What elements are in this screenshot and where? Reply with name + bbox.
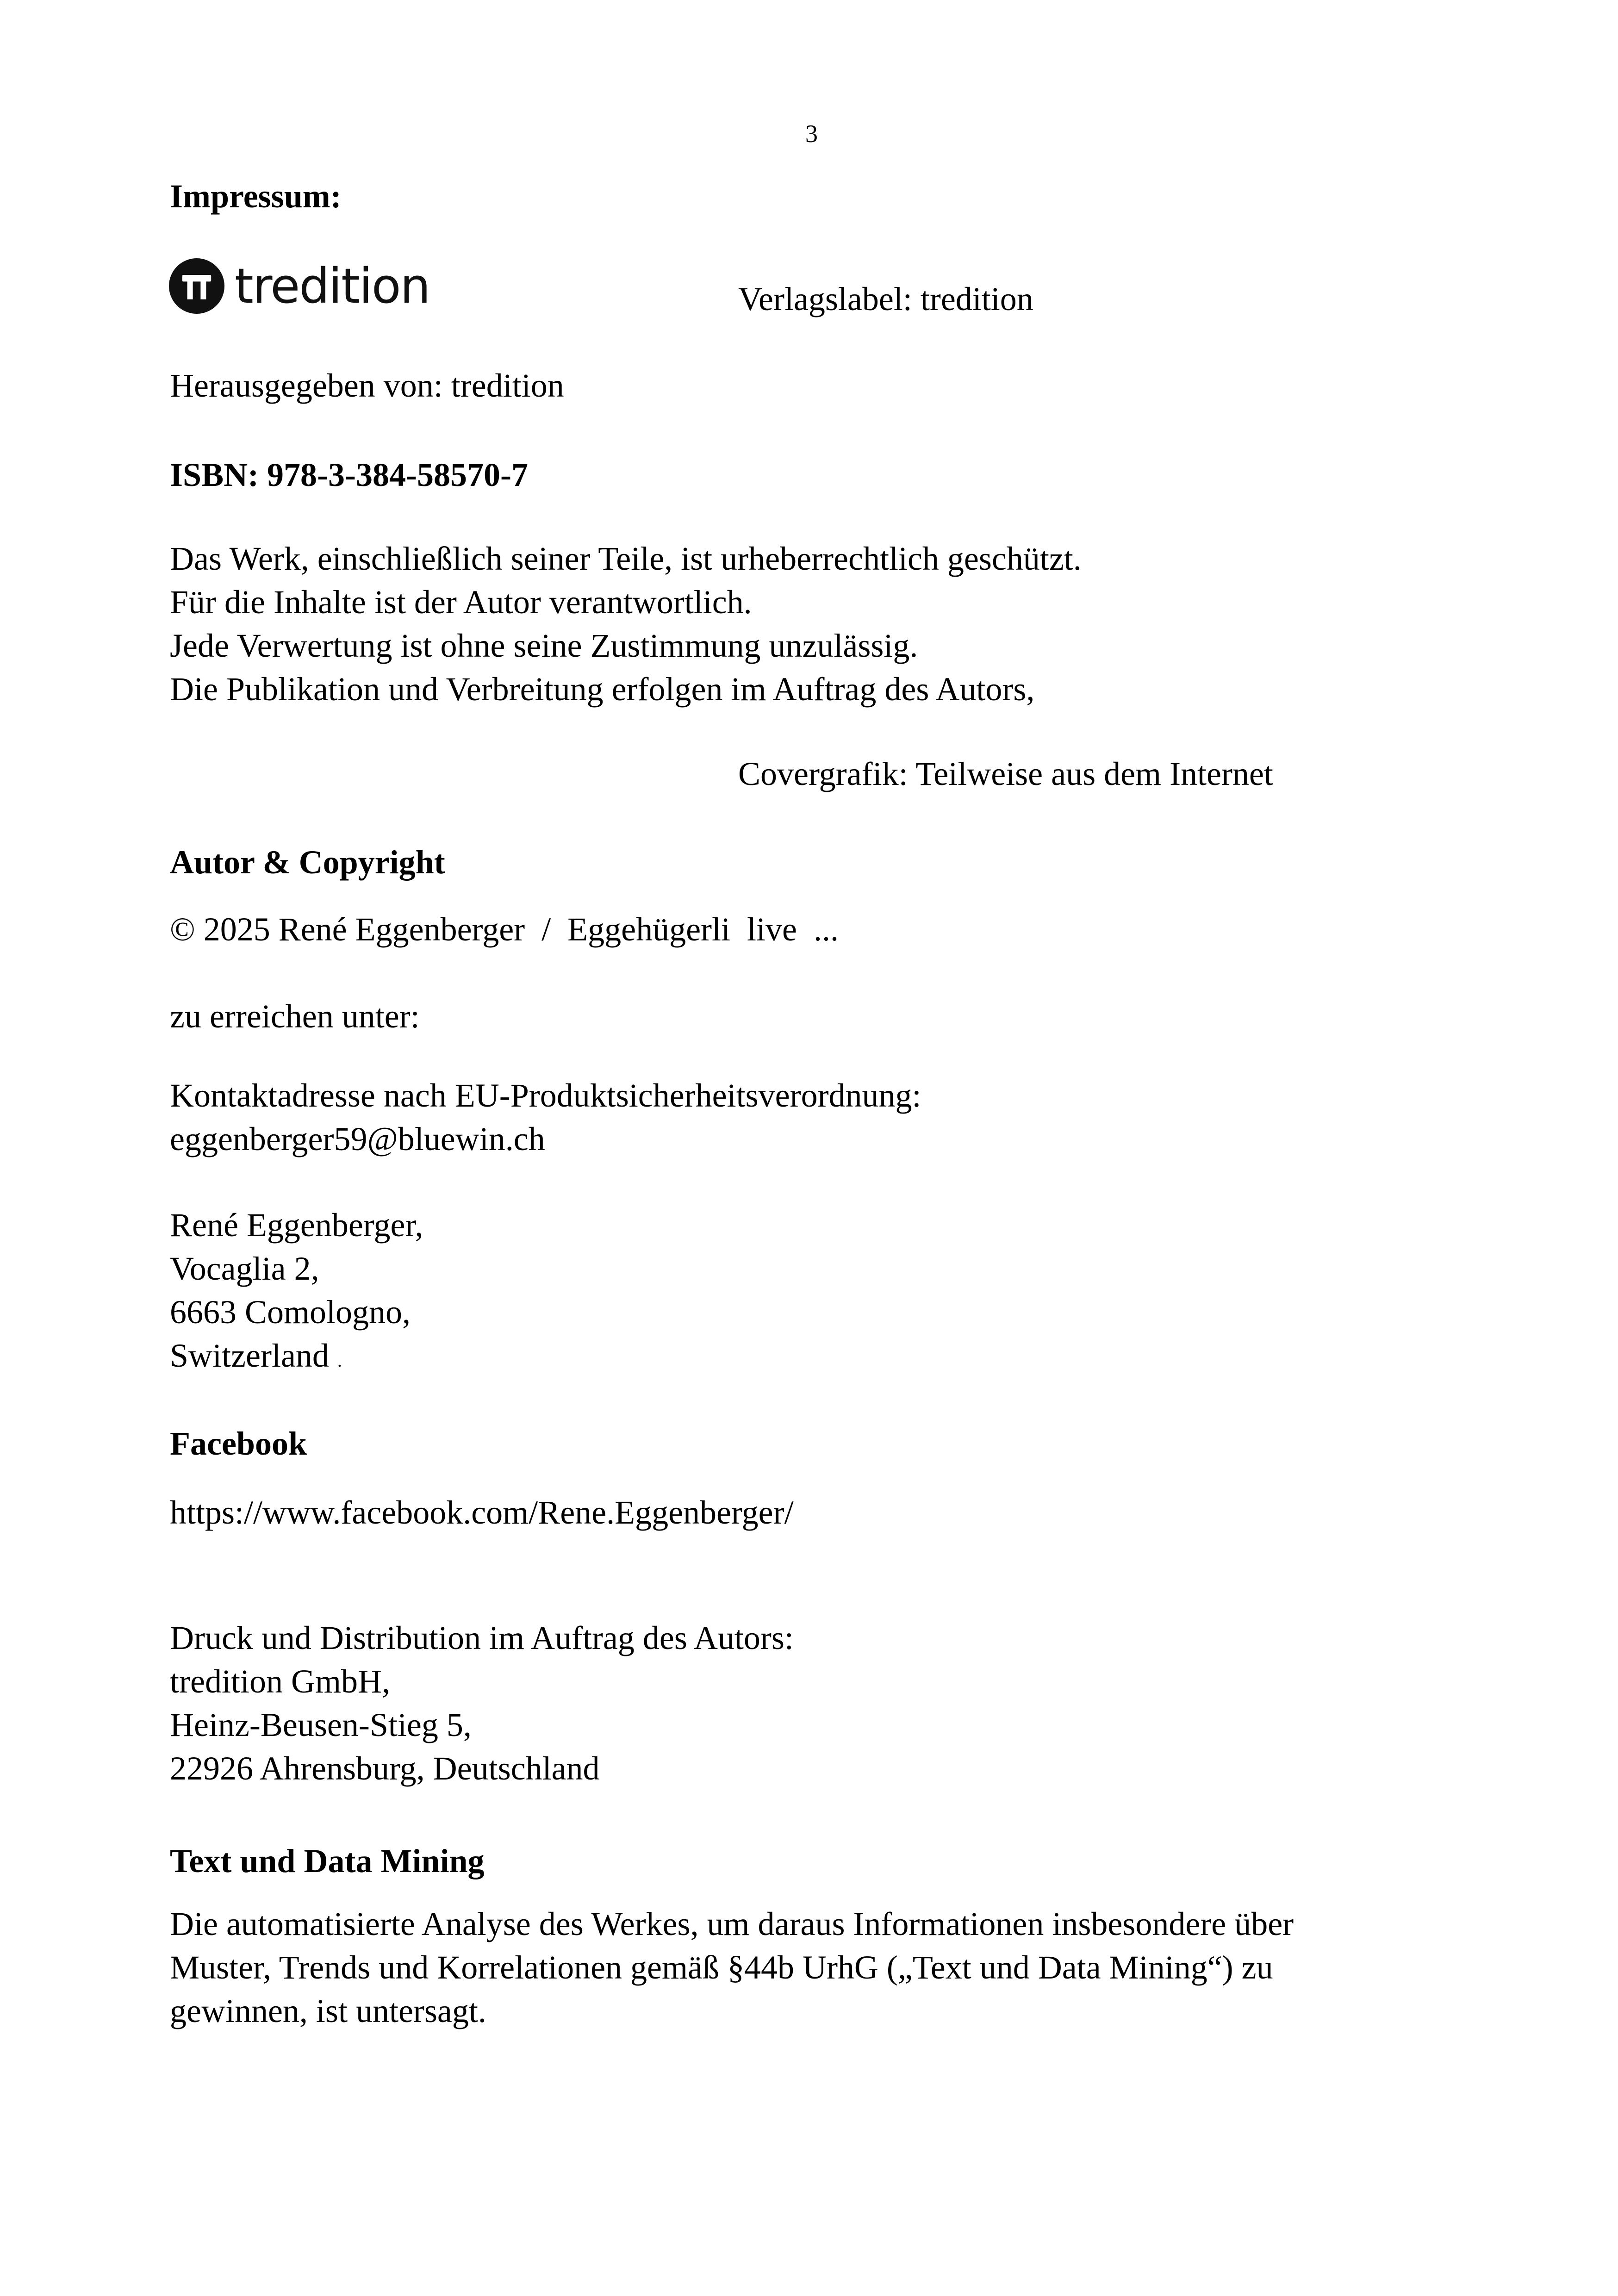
facebook-heading: Facebook bbox=[170, 1425, 307, 1462]
herausgegeben-line: Herausgegeben von: tredition bbox=[170, 367, 564, 404]
legal-notice bbox=[170, 537, 1082, 711]
legal-line: Für die Inhalte ist der Autor verantwortlich. bbox=[170, 584, 752, 621]
verlagslabel: Verlagslabel: tredition bbox=[738, 280, 1033, 317]
address-line: Vocaglia 2, bbox=[170, 1250, 319, 1287]
impressum-heading: Impressum: bbox=[170, 178, 342, 215]
address-block bbox=[170, 1203, 423, 1382]
address-line: René Eggenberger, bbox=[170, 1207, 423, 1244]
legal-line: Die Publikation und Verbreitung erfolgen im Auftrag des Autors, bbox=[170, 671, 1035, 708]
tdm-line: Die automatisierte Analyse des Werkes, um daraus Informationen insbesondere über bbox=[170, 1905, 1294, 1942]
druck-line: tredition GmbH, bbox=[170, 1663, 390, 1700]
druck-line: Heinz-Beusen-Stieg 5, bbox=[170, 1706, 472, 1743]
facebook-link[interactable]: https://www.facebook.com/Rene.Eggenberger/ bbox=[170, 1494, 794, 1531]
legal-line: Das Werk, einschließlich seiner Teile, ist urheberrechtlich geschützt. bbox=[170, 540, 1082, 577]
legal-line: Jede Verwertung ist ohne seine Zustimmung unzulässig. bbox=[170, 627, 918, 664]
author-heading: Autor & Copyright bbox=[170, 844, 445, 881]
contact-email[interactable]: eggenberger59@bluewin.ch bbox=[170, 1120, 545, 1157]
copyright-line: © 2025 René Eggenberger / Eggehügerli live ... bbox=[170, 911, 839, 948]
address-country: Switzerland bbox=[170, 1337, 329, 1374]
tdm-line: Muster, Trends und Korrelationen gemäß §44b UrhG („Text und Data Mining“) zu bbox=[170, 1949, 1273, 1986]
address-trailing-dot: . bbox=[337, 1350, 342, 1371]
page-number: 3 bbox=[805, 120, 818, 148]
druck-line: Druck und Distribution im Auftrag des Autors: bbox=[170, 1619, 794, 1656]
tdm-text bbox=[170, 1902, 1294, 2033]
tdm-line: gewinnen, ist untersagt. bbox=[170, 1992, 486, 2029]
logo-wordmark: tredition bbox=[235, 258, 430, 314]
contact-label: Kontaktadresse nach EU-Produktsicherheitsverordnung: bbox=[170, 1077, 921, 1114]
reach-line: zu erreichen unter: bbox=[170, 998, 420, 1035]
tredition-logo-mark-icon bbox=[169, 258, 224, 314]
druck-line: 22926 Ahrensburg, Deutschland bbox=[170, 1750, 600, 1787]
address-line-country bbox=[170, 1334, 423, 1382]
isbn: ISBN: 978-3-384-58570-7 bbox=[170, 456, 528, 493]
contact-block bbox=[170, 1074, 921, 1161]
publisher-logo bbox=[169, 256, 429, 316]
tdm-heading: Text und Data Mining bbox=[170, 1842, 485, 1879]
druck-block bbox=[170, 1616, 794, 1790]
address-line: 6663 Comologno, bbox=[170, 1294, 411, 1331]
covergrafik: Covergrafik: Teilweise aus dem Internet bbox=[738, 755, 1273, 792]
